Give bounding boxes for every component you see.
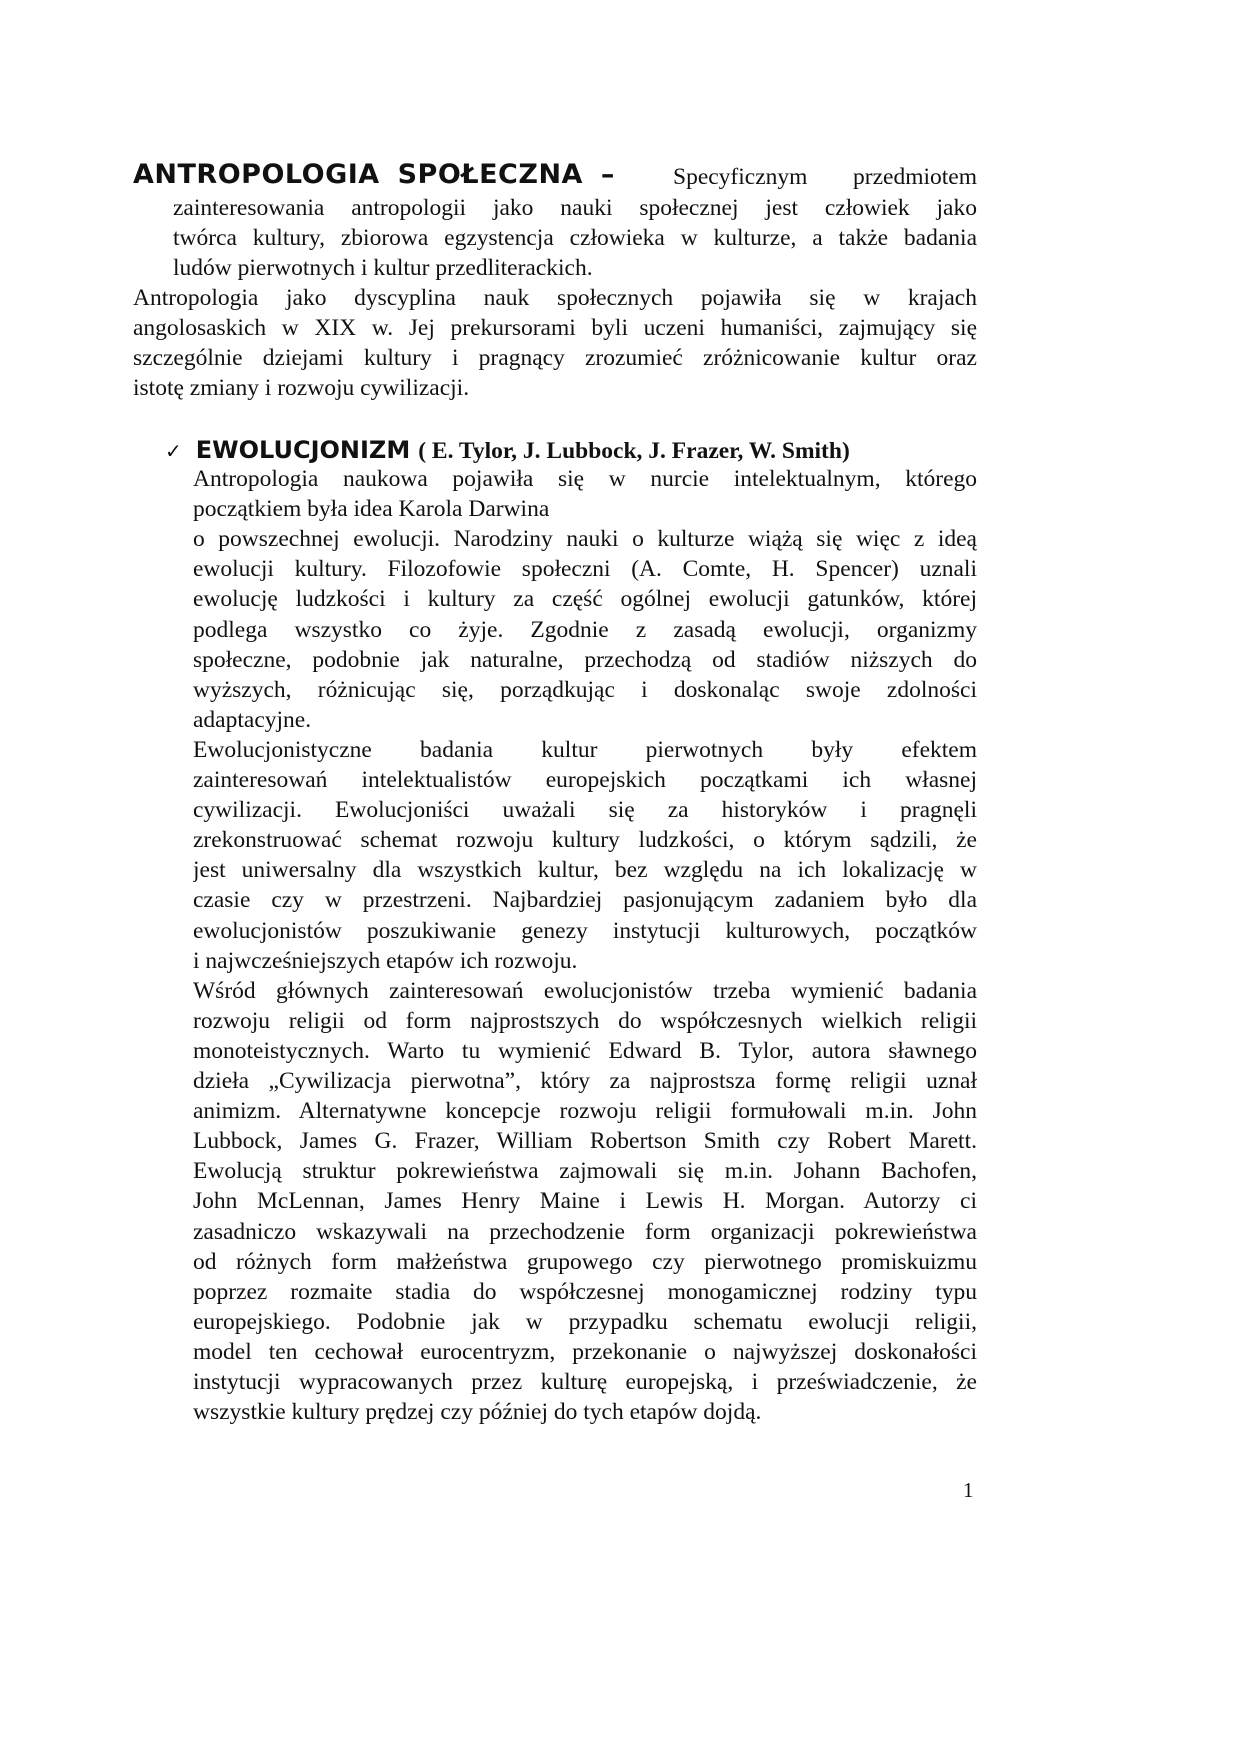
text-line: zainteresowań intelektualistów europejskich początkami ich własnej [193, 767, 977, 793]
text-line: poprzez rozmaite stadia do współczesnej monogamicznej rodziny typu [193, 1278, 977, 1305]
text-line: monoteistycznych. Warto tu wymienić Edward B. Tylor, autora sławnego [193, 1037, 977, 1064]
text-line: Ewolucją struktur pokrewieństwa zajmowali się m.in. Johann Bachofen, [193, 1158, 977, 1185]
text-line: podlega wszystko co żyje. Zgodnie z zasadą ewolucji, organizmy [193, 616, 977, 643]
text-line: Ewolucjonistyczne badania kultur pierwotnych były efektem [193, 736, 977, 763]
text-line: i najwcześniejszych etapów ich rozwoju. [193, 947, 578, 974]
text-line: dzieła „Cywilizacja pierwotna”, który za najprostsza formę religii uznał [193, 1068, 977, 1094]
text-line: angolosaskich w XIX w. Jej prekursorami byli uczeni humaniści, zajmujący się [133, 315, 977, 342]
text-line: Antropologia naukowa pojawiła się w nurcie intelektualnym, którego [193, 466, 977, 492]
text-line: adaptacyjne. [193, 706, 312, 733]
text-line: szczególnie dziejami kultury i pragnący zrozumieć zróżnicowanie kultur oraz [133, 345, 977, 372]
section-title: EWOLUCJONIZM [195, 436, 411, 464]
text-line: ewolucję ludzkości i kultury za część ogólnej ewolucji gatunków, której [193, 586, 977, 613]
text-line: wyższych, różnicując się, porządkując i doskonaląc swoje zdolności [193, 676, 977, 703]
text-line: model ten cechował eurocentryzm, przekonanie o najwyższej doskonałości [193, 1338, 977, 1365]
text-line: od różnych form małżeństwa grupowego czy pierwotnego promiskuizmu [193, 1248, 977, 1275]
text-line: o powszechnej ewolucji. Narodziny nauki o kulturze wiążą się więc z ideą [193, 526, 977, 553]
text-line: zrekonstruować schemat rozwoju kultury ludzkości, o którym sądzili, że [193, 827, 977, 854]
section-heading [165, 434, 850, 466]
text-line: ewolucji kultury. Filozofowie społeczni (A. Comte, H. Spencer) uznali [193, 556, 977, 583]
text-line: wszystkie kultury prędzej czy później do tych etapów dojdą. [193, 1399, 762, 1426]
text-line: istotę zmiany i rozwoju cywilizacji. [133, 375, 470, 402]
text-line: twórca kultury, zbiorowa egzystencja człowieka w kulturze, a także badania [173, 225, 977, 251]
text-line: jest uniwersalny dla wszystkich kultur, bez względu na ich lokalizację w [193, 857, 977, 884]
section-authors: ( E. Tylor, J. Lubbock, J. Frazer, W. Smith) [418, 438, 850, 464]
page-number: 1 [963, 1478, 974, 1502]
text-line: zasadniczo wskazywali na przechodzenie form organizacji pokrewieństwa [193, 1218, 977, 1245]
checkmark-icon: ✓ [165, 439, 182, 463]
text-line: instytucji wypracowanych przez kulturę europejską, i przeświadczenie, że [193, 1369, 977, 1395]
text-line: początkiem była idea Karola Darwina [193, 496, 550, 523]
text-line: zainteresowania antropologii jako nauki społecznej jest człowiek jako [173, 195, 977, 221]
text-line: Wśród głównych zainteresowań ewolucjonistów trzeba wymienić badania [193, 977, 977, 1004]
text-line: Lubbock, James G. Frazer, William Robertson Smith czy Robert Marett. [193, 1128, 977, 1155]
text-line: czasie czy w przestrzeni. Najbardziej pasjonującym zadaniem było dla [193, 887, 977, 914]
text-line: społeczne, podobnie jak naturalne, przechodzą od stadiów niższych do [193, 646, 977, 673]
text-line: Antropologia jako dyscyplina nauk społecznych pojawiła się w krajach [133, 285, 977, 311]
text-line: animizm. Alternatywne koncepcje rozwoju religii formułowali m.in. John [193, 1098, 977, 1125]
text-line: rozwoju religii od form najprostszych do współczesnych wielkich religii [193, 1007, 977, 1034]
text-line: ludów pierwotnych i kultur przedliterackich. [173, 255, 593, 281]
text-line: europejskiego. Podobnie jak w przypadku schematu ewolucji religii, [193, 1308, 977, 1335]
text-line: John McLennan, James Henry Maine i Lewis H. Morgan. Autorzy ci [193, 1188, 977, 1215]
document-title: ANTROPOLOGIA SPOŁECZNA – [133, 159, 615, 190]
text-line: cywilizacji. Ewolucjoniści uważali się za historyków i pragnęli [193, 797, 977, 824]
text-line: ewolucjonistów poszukiwanie genezy instytucji kulturowych, początków [193, 917, 977, 944]
text-line: Specyficznym przedmiotem [673, 164, 977, 190]
